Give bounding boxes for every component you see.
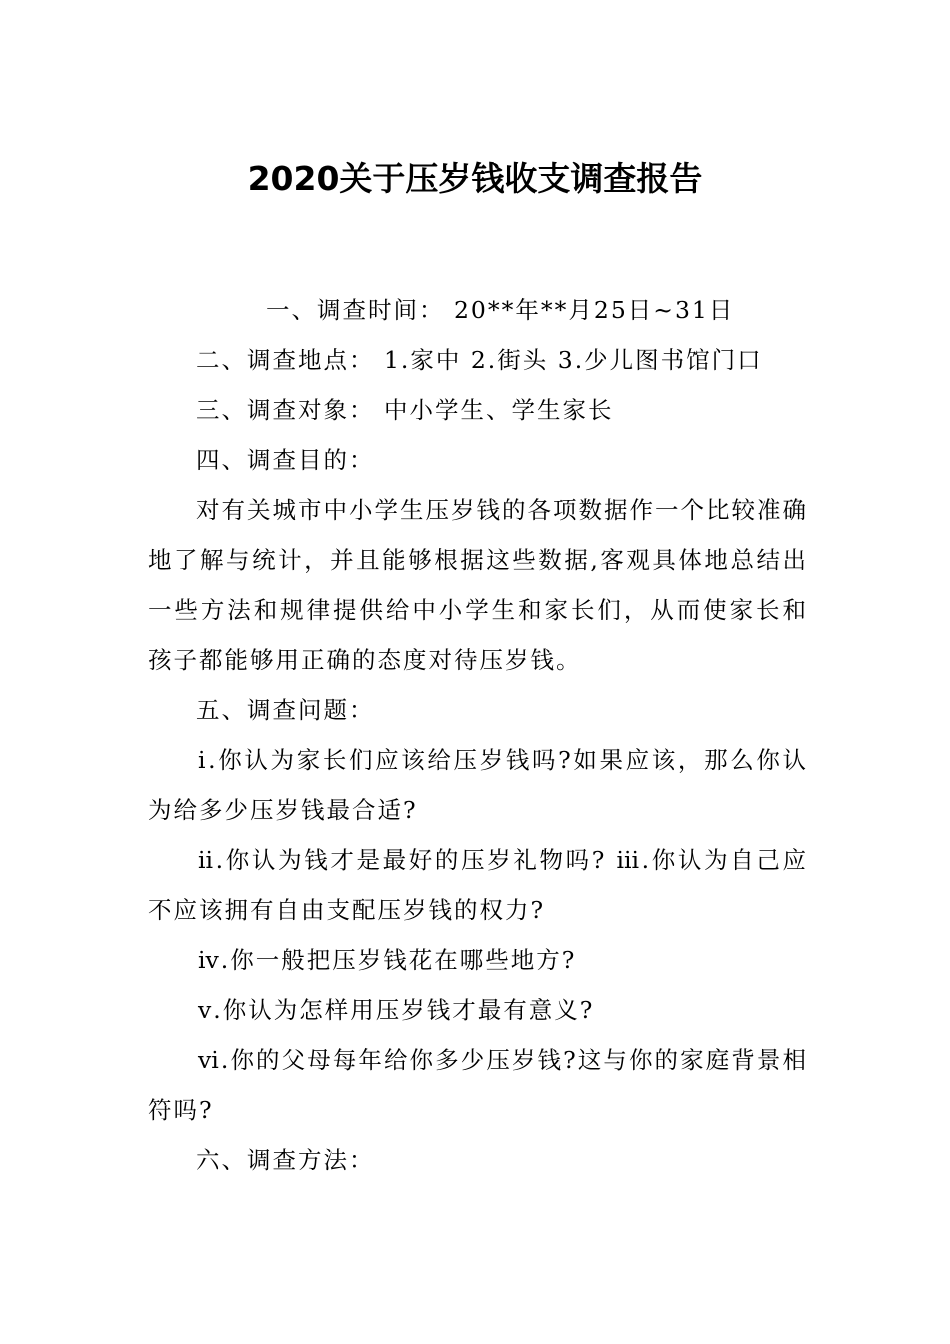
- question-6: ⅵ.你的父母每年给你多少压岁钱?这与你的家庭背景相符吗?: [148, 1046, 808, 1124]
- question-5: ⅴ.你认为怎样用压岁钱才最有意义?: [198, 996, 595, 1024]
- question-4: ⅳ.你一般把压岁钱花在哪些地方?: [198, 946, 577, 974]
- question-1: ⅰ.你认为家长们应该给压岁钱吗?如果应该，那么你认为给多少压岁钱最合适?: [148, 746, 808, 824]
- heading-survey-purpose: 四、调查目的：: [196, 446, 375, 474]
- document-body: [148, 285, 808, 1185]
- paragraph-survey-location: 二、调查地点： 1.家中 2.街头 3.少儿图书馆门口: [196, 346, 763, 374]
- question-2-3: ⅱ.你认为钱才是最好的压岁礼物吗? ⅲ.你认为自己应不应该拥有自由支配压岁钱的权力?: [148, 846, 808, 924]
- paragraph-survey-subjects: 三、调查对象： 中小学生、学生家长: [196, 396, 614, 424]
- document-title: 2020关于压岁钱收支调查报告: [247, 159, 703, 198]
- paragraph-survey-time: 一、调查时间： 20**年**月25日~31日: [266, 296, 735, 324]
- paragraph-survey-purpose: 对有关城市中小学生压岁钱的各项数据作一个比较准确地了解与统计，并且能够根据这些数据,客观具体地总结出一些方法和规律提供给中小学生和家长们，从而使家长和孩子都能够用正确的态度对待压岁钱。: [148, 496, 808, 674]
- heading-survey-questions: 五、调查问题：: [196, 696, 375, 724]
- heading-survey-method: 六、调查方法：: [196, 1146, 375, 1174]
